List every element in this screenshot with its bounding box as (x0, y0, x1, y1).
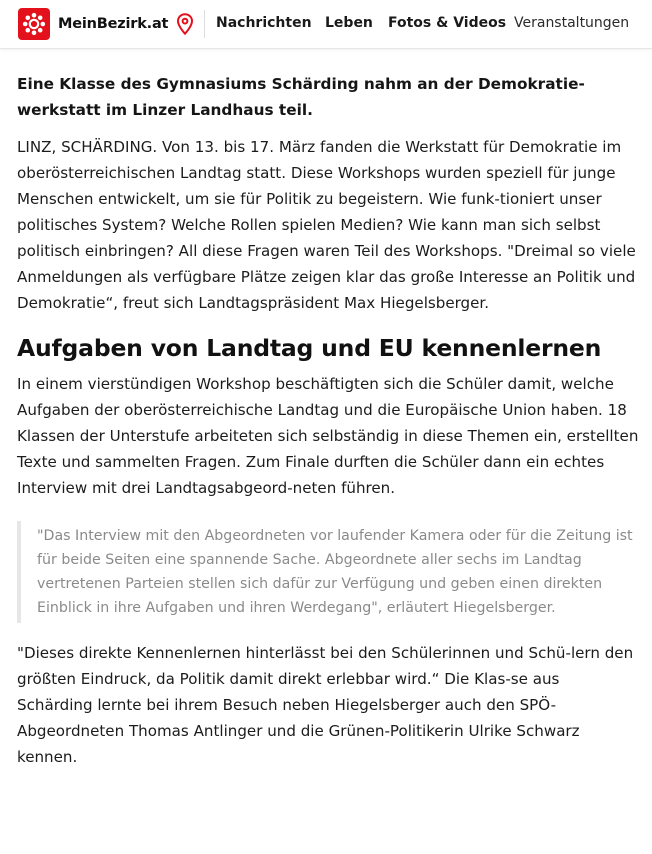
section-heading: Aufgaben von Landtag und EU kennenlernen (17, 334, 602, 362)
nav-link-fotos-videos[interactable]: Fotos & Videos (388, 15, 507, 31)
pull-quote: "Das Interview mit den Abgeordneten vor laufender Kamera oder für die Zeitung ist für beide Seiten eine spannende Sache. Abgeordnete aller sechs im Landtag vertretenen Parteien stellen sich dafür zur Verfügung und geben einen direkten Einblick in ihre Aufgaben und ihren Werdegang", erläutert Hiegelsberger. (17, 521, 639, 623)
top-navigation-bar (0, 0, 652, 49)
article-paragraph-1: LINZ, SCHÄRDING. Von 13. bis 17. März fanden die Werkstatt für Demokratie im oberösterreichischen Landtag statt. Diese Workshops wurden speziell für junge Menschen entwickelt, um sie für Politik zu begeistern. Wie funk-tioniert unser politisches System? Welche Rollen spielen Medien? Wie kann man sich selbst politisch einbringen? All diese Fragen waren Teil des Workshops. "Dreimal so viele Anmeldungen als verfügbare Plätze zeigen klar das große Interesse an Politik und Demokratie“, freut sich Landtagspräsident Max Hiegelsberger. (17, 138, 636, 312)
brand-name: MeinBezirk.at (58, 16, 169, 32)
nav-link-nachrichten[interactable]: Nachrichten (216, 15, 312, 31)
nav-link-leben[interactable]: Leben (325, 15, 373, 31)
article-paragraph-3: "Dieses direkte Kennenlernen hinterlässt bei den Schülerinnen und Schü-lern den größten Eindruck, da Politik damit direkt erlebbar wird.“ Die Klas-se aus Schärding lernte bei ihrem Besuch neben Hiegelsberger auch den SPÖ-Abgeordneten Thomas Antlinger und die Grünen-Politikerin Ulrike Schwarz kennen. (17, 644, 634, 766)
article-lead: Eine Klasse des Gymnasiums Schärding nahm an der Demokratie-werkstatt im Linzer Landhaus teil. (17, 75, 585, 119)
article-body (17, 71, 639, 770)
brand-logo-link[interactable] (18, 8, 168, 40)
brand-logo-icon (18, 8, 50, 40)
nav-link-veranstaltungen[interactable]: Veranstaltungen (514, 15, 630, 31)
nav-divider (204, 10, 205, 38)
map-pin-icon[interactable] (176, 13, 194, 35)
article-paragraph-2: In einem vierstündigen Workshop beschäftigten sich die Schüler damit, welche Aufgaben der oberösterreichische Landtag und die Europäische Union haben. 18 Klassen der Unterstufe arbeiteten sich selbständig in diese Themen ein, erstellten Texte und sammelten Fragen. Zum Finale durften die Schüler dann ein echtes Interview mit drei Landtagsabgeord-neten führen. (17, 375, 639, 497)
